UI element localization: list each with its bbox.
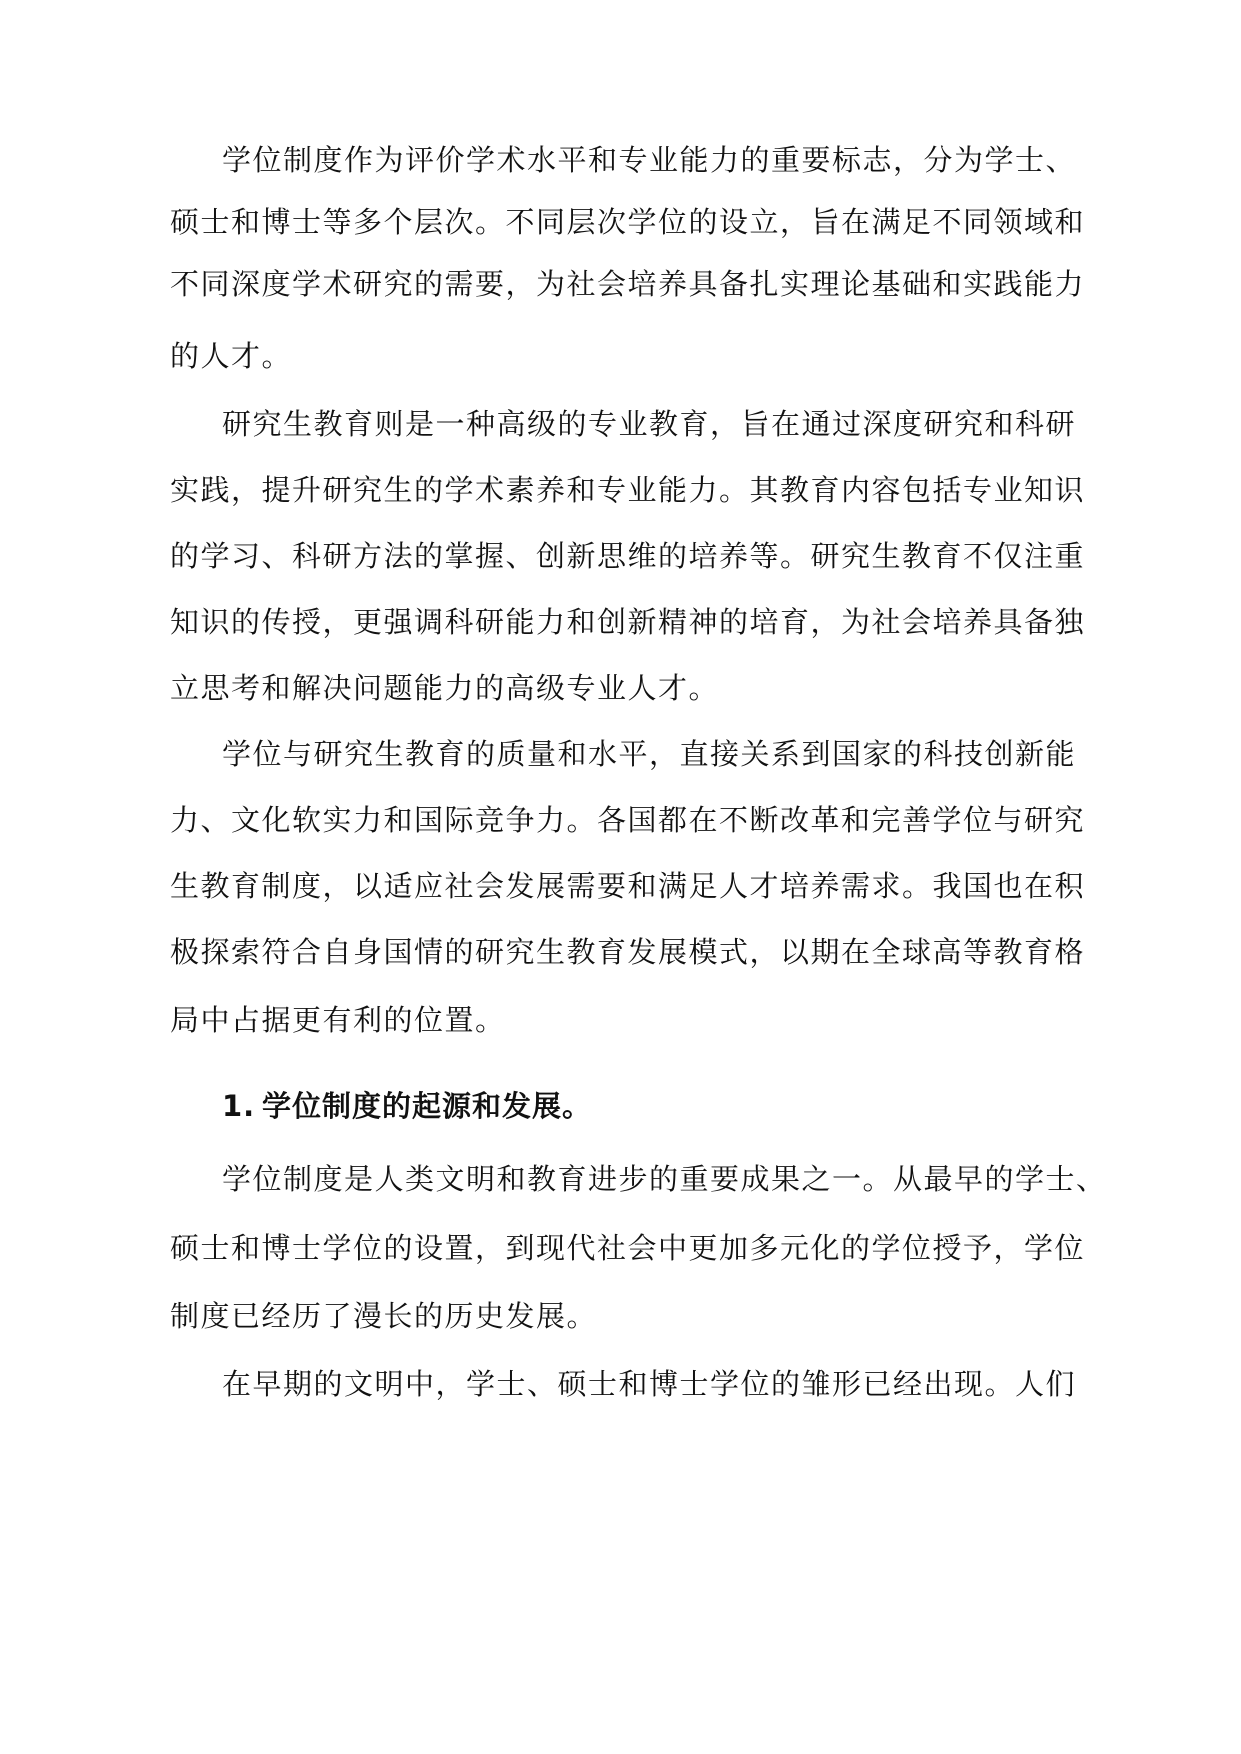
text-line: 力、文化软实力和国际竞争力。各国都在不断改革和完善学位与研究: [170, 803, 1086, 837]
text-line: 实践，提升研究生的学术素养和专业能力。其教育内容包括专业知识: [170, 473, 1086, 507]
text-line: 局中占据更有利的位置。: [170, 1003, 506, 1037]
text-line: 学位与研究生教育的质量和水平，直接关系到国家的科技创新能: [222, 737, 1077, 771]
text-line: 制度已经历了漫长的历史发展。: [170, 1299, 598, 1333]
section-heading: [0, 1086, 1241, 1126]
text-line: 知识的传授，更强调科研能力和创新精神的培育，为社会培养具备独: [170, 605, 1086, 639]
text-line: 的人才。: [170, 339, 293, 373]
text-line: 极探索符合自身国情的研究生教育发展模式，以期在全球高等教育格: [170, 935, 1086, 969]
text-line: 生教育制度，以适应社会发展需要和满足人才培养需求。我国也在积: [170, 869, 1086, 903]
heading-title: 学位制度的起源和发展。: [262, 1089, 593, 1123]
text-line: 在早期的文明中，学士、硕士和博士学位的雏形已经出现。人们: [222, 1367, 1077, 1401]
text-line: 研究生教育则是一种高级的专业教育，旨在通过深度研究和科研: [222, 407, 1077, 441]
text-line: 立思考和解决问题能力的高级专业人才。: [170, 671, 720, 705]
text-line: 学位制度作为评价学术水平和专业能力的重要标志，分为学士、: [222, 143, 1077, 177]
heading-number: 1.: [222, 1089, 256, 1123]
text-line: 的学习、科研方法的掌握、创新思维的培养等。研究生教育不仅注重: [170, 539, 1086, 573]
text-line: 不同深度学术研究的需要，为社会培养具备扎实理论基础和实践能力: [170, 267, 1086, 301]
text-line: 硕士和博士等多个层次。不同层次学位的设立，旨在满足不同领域和: [170, 205, 1086, 239]
text-line: 学位制度是人类文明和教育进步的重要成果之一。从最早的学士、: [222, 1162, 1107, 1196]
text-line: 硕士和博士学位的设置，到现代社会中更加多元化的学位授予，学位: [170, 1231, 1086, 1265]
